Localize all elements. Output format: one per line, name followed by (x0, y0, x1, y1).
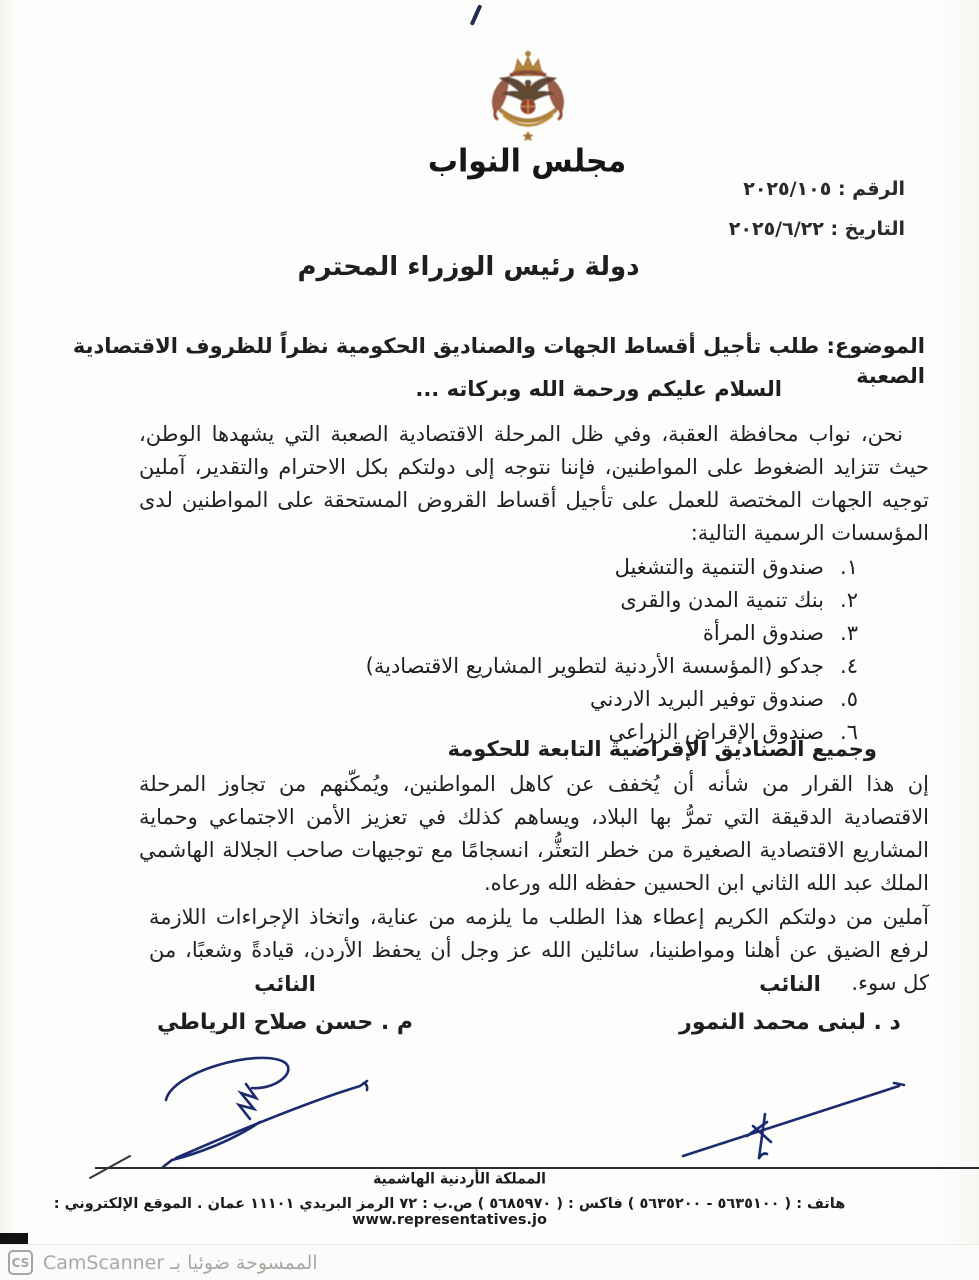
jordan-coat-of-arms-icon (476, 48, 580, 148)
list-item (366, 683, 858, 716)
paragraph-intro: نحن، نواب محافظة العقبة، وفي ظل المرحلة الاقتصادية الصعبة التي يشهدها الوطن، حيث تتزايد الضغوط على المواطنين، فإننا نتوجه إلى دولتكم بكل الاحترام والتقدير، آملين توجيه الجهات المختصة للعمل على تأجيل أقساط القروض المستحقة على المواطنين لدى المؤسسات الرسمية التالية: (139, 422, 929, 545)
signature-name: م . حسن صلاح الرياطي (157, 1010, 413, 1035)
list-item-text: صندوق التنمية والتشغيل (614, 555, 824, 579)
signature-title: النائب (759, 972, 821, 996)
handwritten-signature-right (661, 1066, 911, 1166)
list-item-text: صندوق الإقراض الزراعي (608, 720, 824, 744)
list-item (366, 551, 858, 584)
list-item (366, 650, 858, 683)
list-item-text: صندوق المرأة (702, 621, 824, 645)
funds-list (366, 551, 858, 749)
kingdom-calligraphy: المملكة الأردنية الهاشمية (373, 1170, 546, 1188)
signature-block-left (120, 972, 450, 1035)
paragraph-closing: آملين من دولتكم الكريم إعطاء هذا الطلب ما يلزمه من عناية، واتخاذ الإجراءات اللازمة لرفع الضيق عن أهلنا ومواطنينا، سائلين الله عز وجل أن يحفظ الأردن، قيادةً وشعبًا، من كل سوء. (149, 905, 929, 995)
subject-line: الموضوع: طلب تأجيل أقساط الجهات والصناديق الحكومية نظراً للظروف الاقتصادية الصعبة (72, 334, 925, 388)
footer-contact-line: هاتف : ( ٥٦٣٥١٠٠ - ٥٦٣٥٢٠٠ ) فاكس : ( ٥٦٨٥٩٧٠ ) ص.ب : ٧٢ الرمز البريدي ١١١٠١ عمان . الموقع الإلكتروني : www.representatives.jo (53, 1196, 846, 1228)
list-item-number: ٦. (840, 720, 858, 744)
camscanner-label: الممسوحة ضوئيا بـ CamScanner (43, 1251, 318, 1274)
list-item-number: ٥. (840, 687, 858, 711)
list-item (366, 584, 858, 617)
footer-divider (95, 1167, 979, 1169)
list-item-number: ١. (840, 555, 858, 579)
list-item-number: ٤. (840, 654, 858, 678)
ref-date: التاريخ : ٢٠٢٥/٦/٢٢ (728, 218, 905, 240)
list-item-text: صندوق توفير البريد الاردني (590, 687, 824, 711)
camscanner-bar (0, 1244, 979, 1280)
list-item-number: ٢. (840, 588, 858, 612)
list-footer-line: وجميع الصناديق الإقراضية التابعة للحكومة (447, 737, 877, 761)
org-name-calligraphy: مجلس النواب (427, 143, 627, 180)
signature-block-right (655, 972, 925, 1035)
greeting-line: السلام عليكم ورحمة الله وبركاته ... (415, 377, 782, 401)
signature-name: د . لبنى محمد النمور (679, 1010, 901, 1035)
list-item-text: بنك تنمية المدن والقرى (620, 588, 824, 612)
signature-title: النائب (254, 972, 316, 996)
handwritten-signature-left (148, 1046, 448, 1178)
camscanner-icon: CS (8, 1250, 33, 1275)
ref-number: الرقم : ٢٠٢٥/١٠٥ (743, 178, 905, 200)
list-item-text: جدكو (المؤسسة الأردنية لتطوير المشاريع الاقتصادية) (365, 654, 824, 678)
addressee-line: دولة رئيس الوزراء المحترم (297, 252, 640, 282)
paragraph-justification: إن هذا القرار من شأنه أن يُخفف عن كاهل المواطنين، ويُمكّنهم من تجاوز المرحلة الاقتصادية الدقيقة التي تمرُّ بها البلاد، ويساهم كذلك في تعزيز الأمن الاجتماعي وحماية المشاريع الاقتصادية الصغيرة من خطر التعثُّر، انسجامًا مع توجيهات صاحب الجلالة الهاشمي الملك عبد الله الثاني ابن الحسين حفظه الله ورعاه. (139, 772, 929, 895)
list-item-number: ٣. (840, 621, 858, 645)
pen-mark (470, 4, 483, 26)
list-item (366, 617, 858, 650)
